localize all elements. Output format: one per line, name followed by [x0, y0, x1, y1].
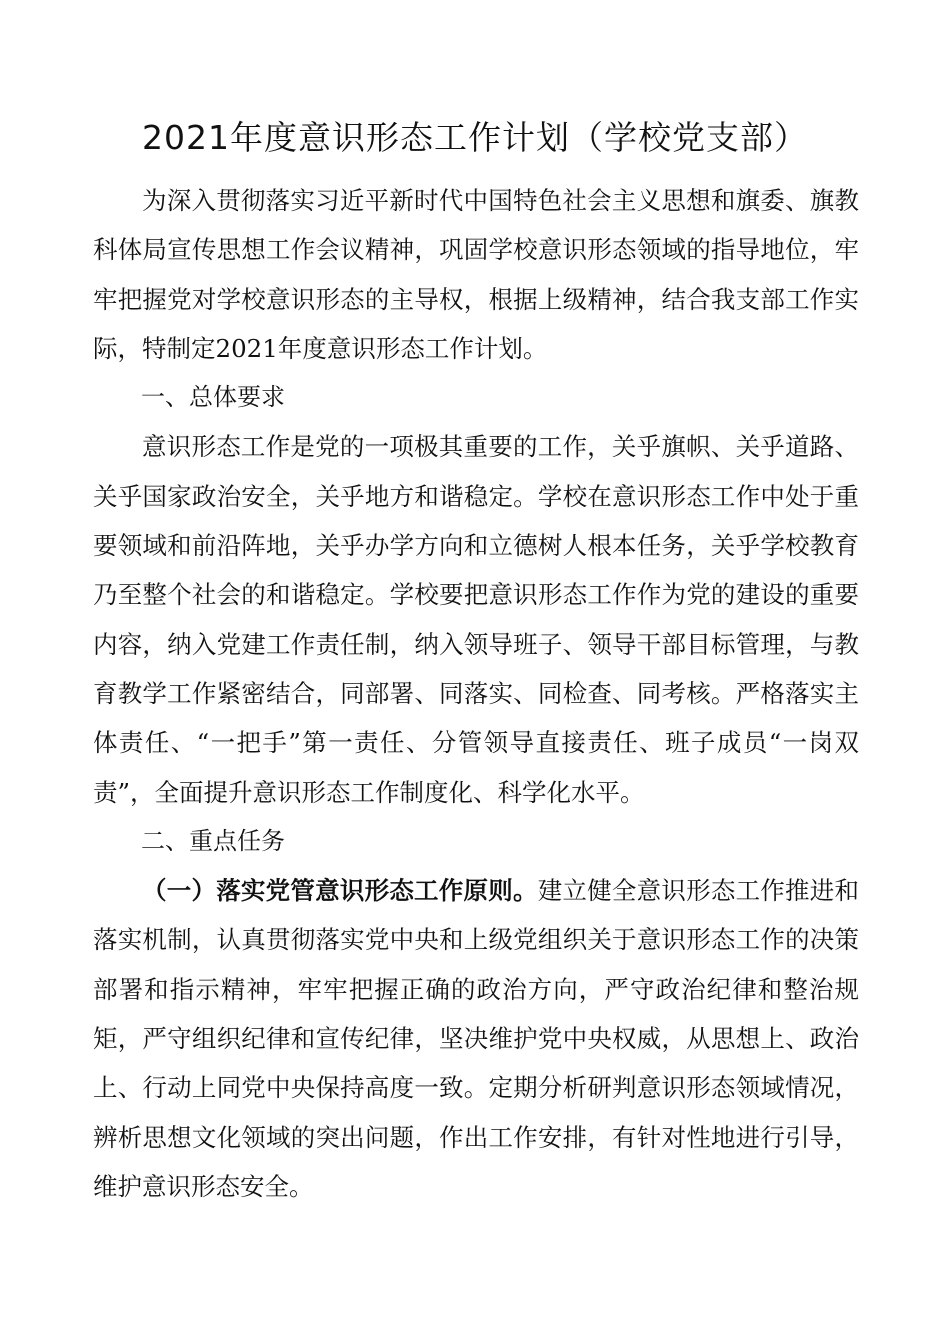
- key-task-1-lead: （一）落实党管意识形态工作原则。: [142, 876, 538, 906]
- document-title: 2021年度意识形态工作计划（学校党支部）: [142, 118, 808, 157]
- section-heading-general-requirements: 一、总体要求: [141, 383, 285, 412]
- intro-paragraph: 为深入贯彻落实习近平新时代中国特色社会主义思想和旗委、旗教科体局宣传思想工作会议精神，巩固学校意识形态领域的指导地位，牢牢把握党对学校意识形态的主导权，根据上级精神，结合我支部工作实际，特制定2021年度意识形态工作计划。: [93, 186, 859, 363]
- section-heading-key-tasks: 二、重点任务: [141, 826, 285, 855]
- document-body: [93, 176, 859, 1211]
- key-task-1-text: 建立健全意识形态工作推进和落实机制，认真贯彻落实党中央和上级党组织关于意识形态工作的决策部署和指示精神，牢牢把握正确的政治方向，严守政治纪律和整治规矩，严守组织纪律和宣传纪律，坚决维护党中央权威，从思想上、政治上、行动上同党中央保持高度一致。定期分析研判意识形态领域情况，辨析思想文化领域的突出问题，作出工作安排，有针对性地进行引导，维护意识形态安全。: [93, 876, 860, 1201]
- key-task-1-paragraph: [93, 866, 859, 1211]
- general-requirements-paragraph: 意识形态工作是党的一项极其重要的工作，关乎旗帜、关乎道路、关乎国家政治安全，关乎地方和谐稳定。学校在意识形态工作中处于重要领域和前沿阵地，关乎办学方向和立德树人根本任务，关乎学校教育乃至整个社会的和谐稳定。学校要把意识形态工作作为党的建设的重要内容，纳入党建工作责任制，纳入领导班子、领导干部目标管理，与教育教学工作紧密结合，同部署、同落实、同检查、同考核。严格落实主体责任、“一把手”第一责任、分管领导直接责任、班子成员“一岗双责”，全面提升意识形态工作制度化、科学化水平。: [93, 432, 859, 807]
